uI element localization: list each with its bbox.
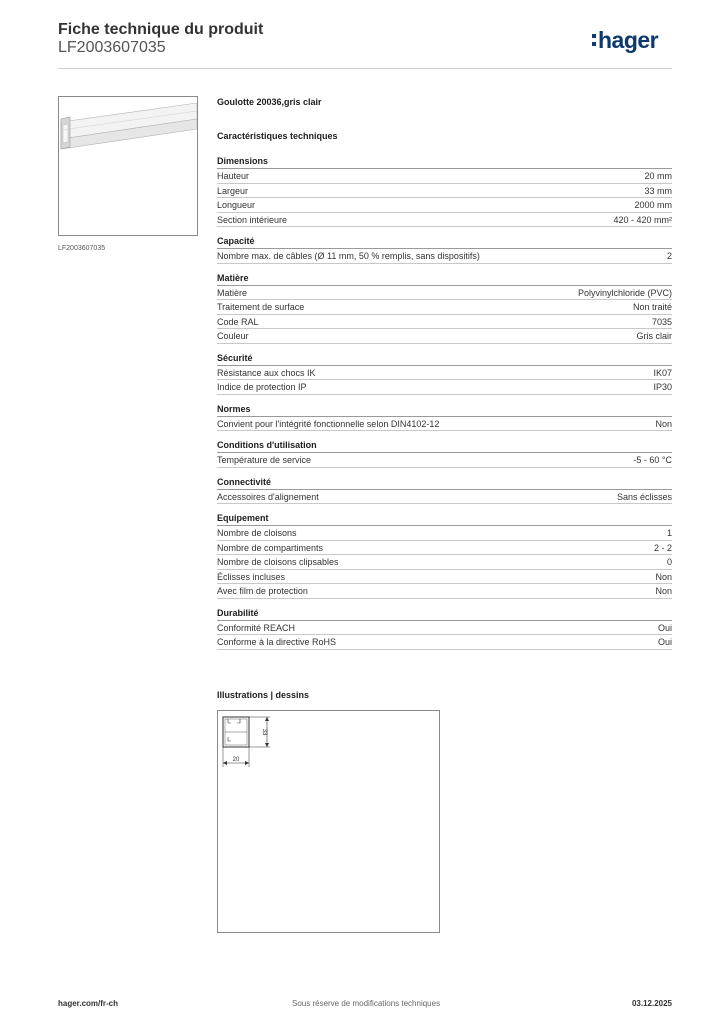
spec-value: -5 - 60 °C — [633, 455, 672, 465]
spec-label: Nombre de compartiments — [217, 542, 324, 553]
spec-label: Conformité REACH — [217, 622, 296, 633]
section-capacity — [217, 236, 672, 264]
spec-value: 1 — [666, 528, 672, 538]
spec-label: Nombre max. de câbles (Ø 11 mm, 50 % remplis, sans dispositifs) — [217, 251, 480, 261]
spec-row — [217, 417, 672, 432]
spec-value: 20 mm — [644, 171, 672, 181]
cable-trunking-image — [59, 97, 197, 235]
section-title: Durabilité — [217, 608, 672, 621]
section-title: Conditions d'utilisation — [217, 440, 672, 453]
section-title: Sécurité — [217, 353, 672, 366]
section-operating-conditions — [217, 440, 672, 468]
spec-value: 2000 mm — [634, 200, 672, 210]
spec-value: Polyvinylchloride (PVC) — [577, 287, 672, 298]
logo-text: hager — [598, 27, 659, 53]
spec-row — [217, 286, 672, 301]
spec-row — [217, 380, 672, 395]
spec-row — [217, 541, 672, 556]
spec-value: 33 mm — [644, 185, 672, 196]
spec-label: Nombre de cloisons — [217, 528, 297, 538]
section-title: Connectivité — [217, 477, 672, 490]
logo-dots-icon — [592, 34, 596, 47]
spec-value: Non — [655, 571, 672, 582]
dimension-height-label: 33 — [261, 728, 267, 736]
spec-value: IK07 — [653, 367, 672, 378]
spec-row — [217, 526, 672, 541]
spec-row — [217, 621, 672, 636]
spec-row — [217, 366, 672, 381]
product-image — [58, 96, 198, 236]
spec-label: Couleur — [217, 331, 249, 341]
spec-row — [217, 329, 672, 344]
spec-row — [217, 490, 672, 505]
spec-row — [217, 570, 672, 585]
spec-label: Largeur — [217, 185, 249, 196]
spec-value: Non — [655, 586, 672, 596]
spec-row — [217, 300, 672, 315]
section-material — [217, 273, 672, 344]
spec-row — [217, 249, 672, 264]
section-standards — [217, 404, 672, 432]
spec-label: Convient pour l'intégrité fonctionnelle selon DIN4102-12 — [217, 418, 440, 429]
hager-logo — [592, 27, 658, 54]
spec-row — [217, 555, 672, 570]
spec-value: 2 - 2 — [653, 542, 672, 553]
section-dimensions — [217, 156, 672, 227]
spec-value: 7035 — [651, 316, 672, 327]
section-durability — [217, 608, 672, 650]
spec-value: Oui — [657, 637, 672, 647]
product-name: Goulotte 20036,gris clair — [217, 97, 322, 107]
spec-label: Conforme à la directive RoHS — [217, 637, 337, 647]
cross-section-drawing — [218, 711, 439, 932]
footer-date: 03.12.2025 — [631, 999, 672, 1008]
product-reference: LF2003607035 — [58, 39, 166, 56]
dimension-width-label: 20 — [232, 757, 240, 763]
spec-row — [217, 635, 672, 650]
spec-label: Longueur — [217, 200, 256, 210]
specifications — [217, 156, 672, 659]
section-title: Dimensions — [217, 156, 672, 169]
spec-label: Matière — [217, 287, 248, 298]
section-title: Matière — [217, 273, 672, 286]
spec-row — [217, 315, 672, 330]
section-safety — [217, 353, 672, 395]
technical-characteristics-heading: Caractéristiques techniques — [217, 131, 338, 141]
spec-row — [217, 169, 672, 184]
product-image-caption: LF2003607035 — [58, 245, 106, 252]
section-equipment — [217, 513, 672, 599]
page-title: Fiche technique du produit — [58, 21, 264, 38]
spec-label: Température de service — [217, 455, 312, 465]
spec-row — [217, 198, 672, 213]
spec-label: Résistance aux chocs IK — [217, 367, 316, 378]
footer-website: hager.com/fr-ch — [58, 999, 119, 1008]
spec-row — [217, 184, 672, 199]
spec-value: Non traité — [632, 302, 672, 312]
spec-label: Accessoires d'alignement — [217, 491, 319, 502]
spec-label: Hauteur — [217, 171, 250, 181]
spec-label: Nombre de cloisons clipsables — [217, 557, 339, 567]
spec-label: Avec film de protection — [217, 586, 308, 596]
spec-row — [217, 213, 672, 228]
header-divider — [58, 68, 672, 69]
spec-value: 420 - 420 mm² — [613, 214, 672, 225]
section-connectivity — [217, 477, 672, 505]
spec-label: Code RAL — [217, 316, 259, 327]
section-title: Equipement — [217, 513, 672, 526]
spec-label: Traitement de surface — [217, 302, 305, 312]
spec-row — [217, 453, 672, 468]
spec-value: 2 — [666, 251, 672, 261]
spec-value: IP30 — [653, 382, 672, 392]
illustration-frame — [217, 710, 440, 933]
spec-value: Oui — [657, 622, 672, 633]
spec-label: Indice de protection IP — [217, 382, 307, 392]
spec-row — [217, 584, 672, 599]
section-title: Capacité — [217, 236, 672, 249]
illustrations-heading: Illustrations | dessins — [217, 690, 310, 700]
section-title: Normes — [217, 404, 672, 417]
spec-value: 0 — [666, 557, 672, 567]
spec-value: Gris clair — [636, 331, 672, 341]
spec-value: Non — [655, 418, 672, 429]
spec-label: Éclisses incluses — [217, 571, 286, 582]
spec-value: Sans éclisses — [616, 491, 672, 502]
footer-disclaimer: Sous réserve de modifications techniques — [292, 999, 441, 1008]
spec-label: Section intérieure — [217, 214, 288, 225]
